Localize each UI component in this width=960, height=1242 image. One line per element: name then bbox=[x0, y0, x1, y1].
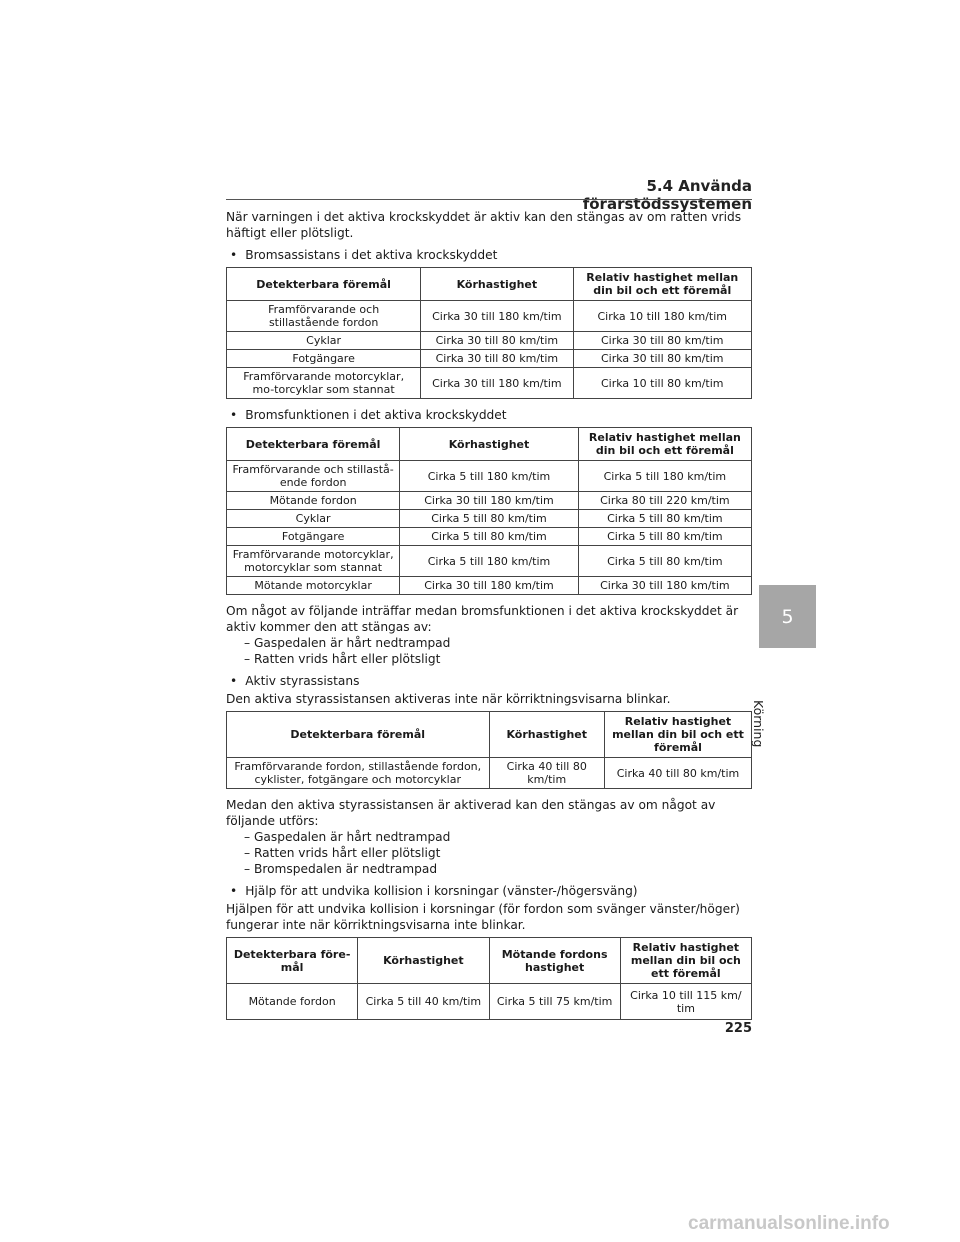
table-cell: Cirka 5 till 80 km/tim bbox=[578, 546, 751, 577]
table-cell: Cirka 10 till 115 km/ tim bbox=[620, 984, 751, 1020]
table-cell: Cirka 30 till 180 km/tim bbox=[578, 577, 751, 595]
page-content bbox=[226, 209, 752, 1028]
table-korsningar bbox=[226, 937, 752, 1020]
bullet-korsningar bbox=[226, 883, 752, 899]
table-cell: Cirka 5 till 180 km/tim bbox=[578, 461, 751, 492]
table-cell: Cyklar bbox=[227, 510, 400, 528]
table-cell: Cyklar bbox=[227, 332, 421, 350]
styrassistans-deactivation-paragraph: Medan den aktiva styrassistansen är aktiverad kan den stängas av om något av följande utförs: bbox=[226, 798, 716, 828]
table-header-cell: Relativ hastighet mellan din bil och ett föremål bbox=[620, 938, 751, 984]
condition-list bbox=[226, 829, 752, 877]
condition-item: – Gaspedalen är hårt nedtrampad bbox=[244, 636, 451, 650]
table-cell: Cirka 40 till 80 km/tim bbox=[489, 758, 605, 789]
bullet-styrassistans bbox=[226, 673, 752, 689]
table-row bbox=[227, 350, 752, 368]
table-cell: Framförvarande fordon, stillastående fordon, cyklister, fotgängare och motorcyklar bbox=[227, 758, 490, 789]
table-cell: Cirka 40 till 80 km/tim bbox=[605, 758, 752, 789]
condition-item: – Ratten vrids hårt eller plötsligt bbox=[244, 652, 441, 666]
table-cell: Cirka 30 till 180 km/tim bbox=[421, 368, 573, 399]
table-cell: Cirka 80 till 220 km/tim bbox=[578, 492, 751, 510]
table-cell: Framförvarande motorcyklar, mo-torcyklar som stannat bbox=[227, 368, 421, 399]
table-row bbox=[227, 301, 752, 332]
table-header-cell: Relativ hastighet mellan din bil och ett föremål bbox=[605, 712, 752, 758]
chapter-number: 5 bbox=[781, 605, 794, 628]
table-row bbox=[227, 461, 752, 492]
table-cell: Cirka 30 till 180 km/tim bbox=[400, 577, 579, 595]
section-divider bbox=[226, 199, 752, 200]
table-cell: Cirka 10 till 80 km/tim bbox=[573, 368, 752, 399]
table-header-cell: Relativ hastighet mellan din bil och ett föremål bbox=[578, 428, 751, 461]
table-header-cell: Körhastighet bbox=[358, 938, 489, 984]
styrassistans-paragraph: Den aktiva styrassistansen aktiveras inte när körriktningsvisarna blinkar. bbox=[226, 692, 671, 706]
table-row bbox=[227, 492, 752, 510]
table-cell: Fotgängare bbox=[227, 528, 400, 546]
table-row bbox=[227, 546, 752, 577]
watermark: carmanualsonline.info bbox=[688, 1213, 890, 1234]
table-cell: Cirka 5 till 180 km/tim bbox=[400, 461, 579, 492]
table-header-row bbox=[227, 428, 752, 461]
chapter-tab bbox=[759, 585, 816, 648]
table-bromsassistans bbox=[226, 267, 752, 399]
table-cell: Mötande motorcyklar bbox=[227, 577, 400, 595]
bullet-text: Hjälp för att undvika kollision i korsningar (vänster-/högersväng) bbox=[245, 884, 638, 898]
table-cell: Cirka 5 till 80 km/tim bbox=[400, 510, 579, 528]
table-header-row bbox=[227, 268, 752, 301]
condition-list bbox=[226, 635, 752, 667]
table-cell: Cirka 5 till 75 km/tim bbox=[489, 984, 620, 1020]
table-cell: Cirka 10 till 180 km/tim bbox=[573, 301, 752, 332]
section-title: 5.4 Använda förarstödssystemen bbox=[582, 177, 752, 213]
table-row bbox=[227, 528, 752, 546]
table-header-row bbox=[227, 712, 752, 758]
condition-item: – Ratten vrids hårt eller plötsligt bbox=[244, 846, 441, 860]
condition-item: – Bromspedalen är nedtrampad bbox=[244, 862, 438, 876]
table-cell: Cirka 5 till 80 km/tim bbox=[578, 528, 751, 546]
table-cell: Framförvarande motorcyklar, motorcyklar som stannat bbox=[227, 546, 400, 577]
table-header-cell: Mötande fordons hastighet bbox=[489, 938, 620, 984]
table-styrassistans bbox=[226, 711, 752, 789]
table-header-cell: Körhastighet bbox=[421, 268, 573, 301]
korsningar-paragraph: Hjälpen för att undvika kollision i korsningar (för fordon som svänger vänster/höger) fungerar inte när körriktningsvisarna inte blinkar. bbox=[226, 902, 740, 932]
table-cell: Cirka 30 till 80 km/tim bbox=[421, 332, 573, 350]
table-cell: Mötande fordon bbox=[227, 984, 358, 1020]
bullet-text: Bromsfunktionen i det aktiva krockskyddet bbox=[245, 408, 507, 422]
table-cell: Cirka 30 till 180 km/tim bbox=[421, 301, 573, 332]
page-number: 225 bbox=[724, 1021, 752, 1036]
table-header-cell: Körhastighet bbox=[489, 712, 605, 758]
table-row bbox=[227, 984, 752, 1020]
table-cell: Mötande fordon bbox=[227, 492, 400, 510]
table-header-row bbox=[227, 938, 752, 984]
table-cell: Cirka 5 till 80 km/tim bbox=[578, 510, 751, 528]
table-cell: Cirka 5 till 80 km/tim bbox=[400, 528, 579, 546]
bullet-text: Bromsassistans i det aktiva krockskyddet bbox=[245, 248, 498, 262]
bullet-text: Aktiv styrassistans bbox=[245, 674, 360, 688]
table-header-cell: Detekterbara föremål bbox=[227, 428, 400, 461]
table-header-cell: Relativ hastighet mellan din bil och ett föremål bbox=[573, 268, 752, 301]
table-cell: Framförvarande och stillastående fordon bbox=[227, 301, 421, 332]
table-row bbox=[227, 332, 752, 350]
bullet-bromsfunktionen bbox=[226, 407, 752, 423]
chapter-label: Körning bbox=[751, 700, 766, 748]
table-header-cell: Detekterbara föremål bbox=[227, 268, 421, 301]
table-header-cell: Körhastighet bbox=[400, 428, 579, 461]
intro-paragraph: När varningen i det aktiva krockskyddet är aktiv kan den stängas av om ratten vrids häftigt eller plötsligt. bbox=[226, 210, 742, 240]
table-row bbox=[227, 510, 752, 528]
table-bromsfunktionen bbox=[226, 427, 752, 595]
table-cell: Framförvarande och stillastå-ende fordon bbox=[227, 461, 400, 492]
table-cell: Cirka 30 till 80 km/tim bbox=[573, 332, 752, 350]
table-row bbox=[227, 577, 752, 595]
table-row bbox=[227, 368, 752, 399]
table-cell: Cirka 30 till 180 km/tim bbox=[400, 492, 579, 510]
table-cell: Cirka 5 till 180 km/tim bbox=[400, 546, 579, 577]
table-header-cell: Detekterbara före-mål bbox=[227, 938, 358, 984]
table-cell: Cirka 5 till 40 km/tim bbox=[358, 984, 489, 1020]
condition-item: – Gaspedalen är hårt nedtrampad bbox=[244, 830, 451, 844]
table-cell: Cirka 30 till 80 km/tim bbox=[421, 350, 573, 368]
table-header-cell: Detekterbara föremål bbox=[227, 712, 490, 758]
deactivation-paragraph: Om något av följande inträffar medan bromsfunktionen i det aktiva krockskyddet är aktiv kommer den att stängas av: bbox=[226, 604, 739, 634]
bullet-bromsassistans bbox=[226, 247, 752, 263]
table-cell: Cirka 30 till 80 km/tim bbox=[573, 350, 752, 368]
table-cell: Fotgängare bbox=[227, 350, 421, 368]
table-row bbox=[227, 758, 752, 789]
